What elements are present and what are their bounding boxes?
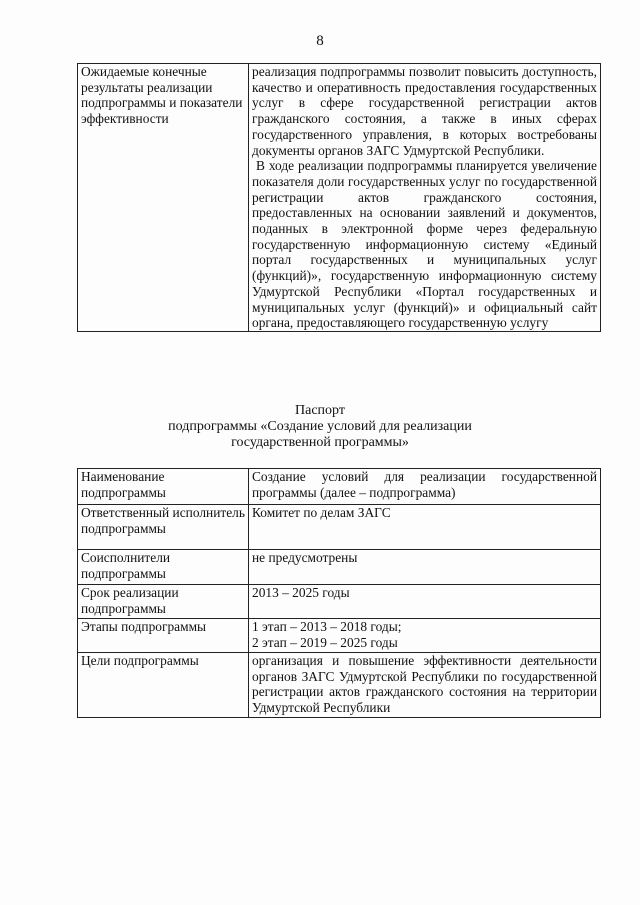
row-label: Срок реализации подпрограммы <box>78 585 249 619</box>
stage-2-line: 2 этап – 2019 – 2025 годы <box>252 634 398 650</box>
row-label: Цели подпрограммы <box>78 653 249 718</box>
passport-title: Паспорт <box>295 403 345 418</box>
row-value: 2013 – 2025 годы <box>249 585 601 619</box>
passport-heading <box>0 403 640 451</box>
row-value <box>249 619 601 653</box>
row-label: Ответственный исполнитель подпрограммы <box>78 505 249 550</box>
table-row <box>78 619 601 653</box>
expected-results-table <box>77 63 601 332</box>
row-value <box>249 64 601 332</box>
row-label: Наименование подпрограммы <box>78 469 249 505</box>
table-row <box>78 64 601 332</box>
table-row <box>78 505 601 550</box>
row-label: Соисполнители подпрограммы <box>78 550 249 585</box>
row-value: Создание условий для реализации государственной программы (далее – подпрограмма) <box>249 469 601 505</box>
page-number: 8 <box>316 33 324 49</box>
row-value: не предусмотрены <box>249 550 601 585</box>
passport-subtitle-line-2: государственной программы» <box>231 435 409 450</box>
table-row <box>78 653 601 718</box>
passport-subtitle-line-1: подпрограммы «Создание условий для реализации <box>168 419 472 434</box>
table-row <box>78 469 601 505</box>
table-row <box>78 550 601 585</box>
row-value: Комитет по делам ЗАГС <box>249 505 601 550</box>
results-paragraph-1: реализация подпрограммы позволит повысить доступность, качество и оперативность предоставления государственных услуг в сфере государственной регистрации актов гражданского состояния, а также в иных сферах государственного управления, в которых востребованы документы органов ЗАГС Удмуртской Республики. <box>252 64 597 158</box>
row-label: Ожидаемые конечные результаты реализации подпрограммы и показатели эффективности <box>78 64 249 332</box>
passport-table <box>77 468 601 718</box>
row-value: организация и повышение эффективности деятельности органов ЗАГС Удмуртской Республики по государственной регистрации актов гражданского состояния на территории Удмуртской Республики <box>249 653 601 718</box>
table-row <box>78 585 601 619</box>
row-label: Этапы подпрограммы <box>78 619 249 653</box>
results-paragraph-2: В ходе реализации подпрограммы планируется увеличение показателя доли государственных услуг по государственной регистрации актов гражданского состояния, предоставленных на основании заявлений и документов, поданных в электронной форме через федеральную государственную информационную систему «Единый портал государственных и муниципальных услуг (функций)», государственную информационную систему Удмуртской Республики «Портал государственных и муниципальных услуг (функций)» и официальный сайт органа, предоставляющего государственную услугу <box>252 158 597 331</box>
stage-1-line: 1 этап – 2013 – 2018 годы; <box>252 619 402 634</box>
